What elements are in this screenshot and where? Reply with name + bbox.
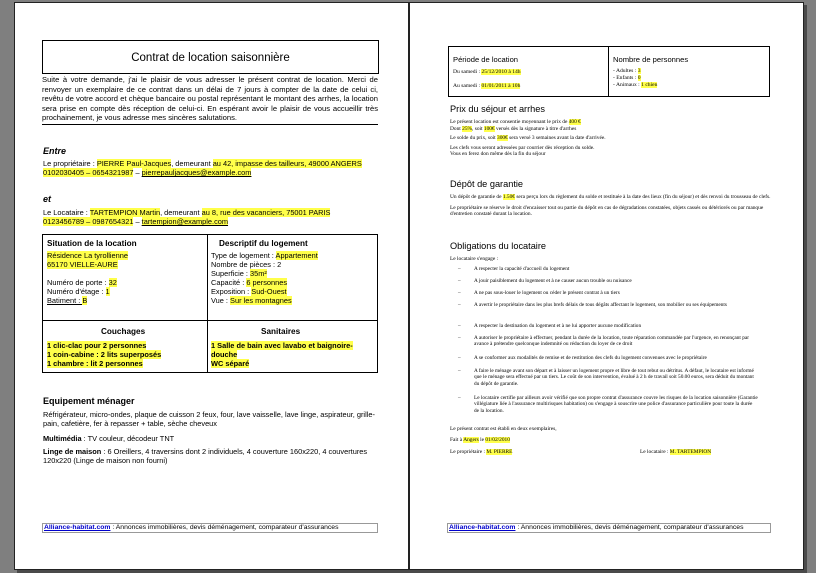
- tenant-phones: 0123456789 – 0987654321: [43, 217, 134, 227]
- obligation-text: A avertir le propriétaire dans les plus brefs délais de tous dégâts affectant le logement, son mobilier ou ses équipements: [474, 302, 727, 308]
- arrhes-percent: 25%: [462, 125, 473, 132]
- signature-tenant-value: M. TARTEMPION: [669, 449, 712, 455]
- prix-line: versés dès la signature à titre d'arrhes: [494, 125, 577, 132]
- tenant-address: au 8, rue des vacanciers, 75001 PARIS: [201, 208, 331, 217]
- personnes-heading: Nombre de personnes: [613, 55, 689, 64]
- etage-label: Numéro d'étage :: [47, 287, 106, 296]
- adultes-value: 3: [637, 68, 641, 74]
- obligation-item: – A autoriser le propriétaire à effectuer, pendant la durée de la location, toute réparation commandée par l'urgence, en renonçant par avance à prétendre quelconque indemnité ou réduction du loyer de ce droit: [458, 335, 758, 348]
- capacite-value: 6 personnes: [246, 278, 288, 287]
- equipement-list: Réfrigérateur, micro-ondes, plaque de cuisson 2 feux, four, lave vaisselle, lave linge, aspirateur, grille-pain, cafetière, fer à repasser + table, sèche cheveux: [43, 410, 375, 429]
- couchage-line: 1 chambre : lit 2 personnes: [47, 359, 143, 368]
- obligation-item: – A respecter la capacité d'accueil du logement: [458, 266, 758, 272]
- batiment-label: Batiment :: [47, 296, 83, 305]
- owner-sep: –: [133, 168, 142, 178]
- depot-text: Un dépôt de garantie de: [450, 194, 503, 200]
- document-title: Contrat de location saisonnière: [131, 52, 290, 64]
- batiment-value: B: [82, 296, 88, 305]
- signature-tenant-label: Le locataire :: [640, 449, 670, 455]
- solde-amount: 300€: [497, 135, 508, 142]
- obligations-intro: Le locataire s'engage :: [450, 256, 499, 262]
- linge-label: Linge de maison: [43, 447, 102, 456]
- exposition-label: Exposition :: [211, 287, 252, 296]
- linge-value: : 6 Oreillers, 4 traversins dont 2 individuels, 4 couverture 160x220, 4 couvertures 120x220 (Linge de maison non fourni): [43, 447, 368, 466]
- au-label: Au samedi :: [453, 83, 482, 89]
- fait-a-line: [450, 437, 772, 444]
- prix-line: Dont: [450, 125, 463, 132]
- residence-city: 65170 VIELLE-AURE: [47, 260, 118, 269]
- sanitaire-line: 1 Salle de bain avec lavabo et baignoire-douche: [211, 341, 353, 359]
- multimedia-value: : TV couleur, décodeur TNT: [81, 434, 175, 443]
- descriptif-heading: Descriptif du logement: [219, 239, 308, 248]
- owner-name: PIERRE Paul-Jacques: [96, 159, 172, 168]
- tenant-block: [43, 208, 379, 226]
- animaux-label: - Animaux :: [613, 82, 642, 88]
- obligation-item: – A jouir paisiblement du logement et à ne causer aucun trouble ou nuisance: [458, 278, 758, 284]
- animaux-value: 1 chien: [641, 82, 658, 88]
- tenant-name: TARTEMPION Martin: [89, 208, 161, 217]
- footer-link[interactable]: Alliance-habitat.com: [44, 524, 111, 531]
- obligation-item: – A avertir le propriétaire dans les plus brefs délais de tous dégâts affectant le logement, son mobilier ou ses équipements: [458, 302, 758, 308]
- obligation-text: A se conformer aux modalités de remise et de restitution des clefs du logement convenues avec le propriétaire: [474, 355, 707, 361]
- obligations-heading: Obligations du locataire: [450, 241, 547, 251]
- prix-clefs-line: Les clefs vous seront adressées par courrier dès réception du solde.: [450, 144, 595, 151]
- adultes-label: - Adultes :: [613, 68, 638, 74]
- footer-text: : Annonces immobilières, devis déménagement, comparateur d'assurances: [110, 524, 339, 531]
- etage-value: 1: [105, 287, 110, 296]
- du-value: 25/12/2010 à 14h: [481, 69, 521, 75]
- enfants-value: 0: [637, 75, 641, 81]
- prix-solde-line: [450, 135, 772, 142]
- period-table-divider: [608, 47, 609, 96]
- obligation-text: Le locataire certifie par ailleurs avoir vérifié que son propre contrat d'assurance couvre les risques de la location saisonnière (Garantie villégiature liée à l'assurance multirisques habitation) ou s'engage à souscrire une police d'assurance particulière pour toute la durée de la location.: [474, 395, 758, 414]
- signature-owner-value: M. PIERRE: [486, 449, 513, 455]
- obligation-item: – Le locataire certifie par ailleurs avoir vérifié que son propre contrat d'assurance couvre les risques de la location saisonnière (Garantie villégiature liée à l'assurance multirisques habitation) ou s'engage à souscrire une police d'assurance particulière pour toute la durée de la location.: [458, 395, 758, 414]
- depot-text: sera perçu lors du règlement du solde et restituée à la date des lieux (fin du séjour) et dès renvoi du trousseau de clefs.: [514, 194, 771, 200]
- prix-line: Le solde du prix, soit: [450, 135, 498, 142]
- periode-content: [453, 69, 521, 90]
- owner-email[interactable]: pierrepauljacques@example.com: [141, 168, 252, 178]
- fait-a-city: Angers: [463, 437, 479, 443]
- table-divider-vertical: [207, 235, 208, 372]
- owner-mid: , demeurant: [171, 159, 213, 168]
- intro-paragraph: Suite à votre demande, j'ai le plaisir de vous adresser le présent contrat de location. Merci de renvoyer un exemplaire de ce contrat dans un délai de 7 jours à compter de la date de celui ci, revêtu de votre accord et chèque bancaire ou postal représentant le montant des arrhes, la location sera prise en compte dès réception de celui-ci. En espérant avoir le plaisir de vous accueillir très prochainement, je vous adresse mes sincères salutations.: [42, 75, 378, 125]
- footer-text: : Annonces immobilières, devis déménagement, comparateur d'assurances: [515, 524, 744, 531]
- signature-tenant: [640, 449, 770, 456]
- owner-label: Le propriétaire :: [43, 159, 97, 168]
- capacite-label: Capacité :: [211, 278, 247, 287]
- owner-phones: 0102030405 – 0654321987: [43, 168, 134, 178]
- pieces-label: Nombre de pièces :: [211, 260, 278, 269]
- obligation-text: A autoriser le propriétaire à effectuer, pendant la durée de la location, toute réparation commandée par l'urgence, en renonçant par avance à prétendre quelconque indemnité ou réduction du loyer de ce droit: [474, 335, 749, 348]
- depot-reserve: Le propriétaire se réserve le droit d'encaisser tout ou partie du dépôt en cas de dégradations constatées, objets cassés ou détériorés ou par manque d'entretien constaté durant la location.: [450, 204, 764, 218]
- periode-heading: Période de location: [453, 55, 519, 64]
- type-value: Appartement: [275, 251, 318, 260]
- obligation-text: A ne pas sous-louer le logement ou céder le présent contrat à un tiers: [474, 290, 620, 296]
- prix-line: , soit: [472, 125, 484, 132]
- tenant-label: Le Locataire :: [43, 208, 90, 217]
- type-label: Type de logement :: [211, 251, 276, 260]
- pieces-value: 2: [277, 260, 282, 269]
- obligation-item: – A se conformer aux modalités de remise et de restitution des clefs du logement convenues avec le propriétaire: [458, 355, 758, 361]
- obligation-text: A respecter la capacité d'accueil du logement: [474, 266, 570, 272]
- couchages-list: [47, 341, 203, 368]
- tenant-sep: –: [133, 217, 142, 227]
- page2-shadow-side: [804, 5, 807, 573]
- depot-content: [450, 194, 772, 218]
- obligation-item: – A respecter la destination du logement et à ne lui apporter aucune modification: [458, 323, 758, 329]
- descriptif-content: [211, 251, 375, 305]
- table-divider-horizontal: [43, 320, 377, 321]
- entre-heading: Entre: [43, 146, 67, 156]
- enfants-label: - Enfants :: [613, 75, 638, 81]
- prix-total: 400 €: [568, 119, 581, 125]
- closing-line: Le présent contrat est établi en deux exemplaires,: [450, 426, 557, 432]
- situation-heading: Situation de la location: [47, 239, 137, 248]
- couchages-heading: Couchages: [101, 327, 146, 336]
- situation-content: [47, 251, 197, 305]
- depot-heading: Dépôt de garantie: [450, 179, 524, 189]
- period-table: [448, 46, 770, 97]
- obligation-text: A respecter la destination du logement et à ne lui apporter aucune modification: [474, 323, 642, 329]
- et-heading: et: [43, 194, 52, 204]
- equipement-heading: Equipement ménager: [43, 396, 135, 406]
- personnes-content: [613, 68, 657, 89]
- location-table: [42, 234, 378, 373]
- porte-label: Numéro de porte :: [47, 278, 109, 287]
- multimedia-label: Multimédia: [43, 434, 82, 443]
- document-page-2: [409, 2, 804, 570]
- sanitaires-heading: Sanitaires: [261, 327, 301, 336]
- fait-a-label: Fait à: [450, 437, 464, 443]
- multimedia-line: [43, 434, 379, 443]
- prix-line: sera versé 3 semaines avant la date d'arrivée.: [507, 135, 606, 142]
- owner-address: au 42, impasse des tailleurs, 49000 ANGERS: [212, 159, 362, 168]
- tenant-mid: , demeurant: [160, 208, 202, 217]
- couchage-line: 1 clic-clac pour 2 personnes: [47, 341, 147, 350]
- footer-link[interactable]: Alliance-habitat.com: [449, 524, 516, 531]
- title-box: [42, 40, 379, 74]
- prix-content: [450, 119, 772, 158]
- obligation-item: – A faire le ménage avant son départ et à laisser un logement propre et libre de tout rebut ou détritus. A défaut, le locataire est informé que le ménage sera effectué par un tiers. Le coût de son intervention, évalué à 2 h de travail soit 50.00 euros, sera déduit du montant du dépôt de garantie.: [458, 368, 758, 387]
- depot-amount: 1.50€: [502, 194, 515, 200]
- obligation-text: A jouir paisiblement du logement et à ne causer aucun trouble ou nuisance: [474, 278, 632, 284]
- porte-value: 32: [108, 278, 117, 287]
- superficie-value: 35m²: [250, 269, 267, 278]
- arrhes-amount: 100€: [483, 125, 495, 132]
- tenant-email[interactable]: tartempion@example.com: [141, 217, 229, 227]
- exposition-value: Sud-Ouest: [251, 287, 287, 296]
- prix-fin-line: Vous en ferez don même dès la fin du séjour: [450, 151, 546, 158]
- du-label: Du samedi :: [453, 69, 482, 75]
- page1-footer: [42, 523, 378, 533]
- couchage-line: 1 coin-cabine : 2 lits superposés: [47, 350, 162, 359]
- residence-name: Résidence La tyrollienne: [47, 251, 128, 260]
- fait-a-le: le: [478, 437, 486, 443]
- sanitaire-line: WC séparé: [211, 359, 250, 368]
- prix-heading: Prix du séjour et arrhes: [450, 104, 545, 114]
- vue-value: Sur les montagnes: [230, 296, 292, 305]
- sanitaires-list: [211, 341, 373, 368]
- obligation-item: – A ne pas sous-louer le logement ou céder le présent contrat à un tiers: [458, 290, 758, 296]
- linge-line: [43, 447, 379, 465]
- page2-footer: [447, 523, 771, 533]
- signature-owner-label: Le propriétaire :: [450, 449, 487, 455]
- document-page-1: [14, 2, 409, 570]
- owner-block: [43, 159, 379, 177]
- prix-line: Le présent location est consentie moyennant le prix de: [450, 119, 569, 125]
- vue-label: Vue :: [211, 296, 231, 305]
- superficie-label: Superficie :: [211, 269, 251, 278]
- au-value: 01/01/2011 à 10h: [481, 83, 521, 89]
- fait-a-date: 01/02/2010: [485, 437, 510, 443]
- obligation-text: A faire le ménage avant son départ et à laisser un logement propre et libre de tout rebut ou détritus. A défaut, le locataire est informé que le ménage sera effectué par un tiers. Le coût de son intervention, évalué à 2 h de travail soit 50.00 euros, sera déduit du montant du dépôt de garantie.: [474, 368, 754, 387]
